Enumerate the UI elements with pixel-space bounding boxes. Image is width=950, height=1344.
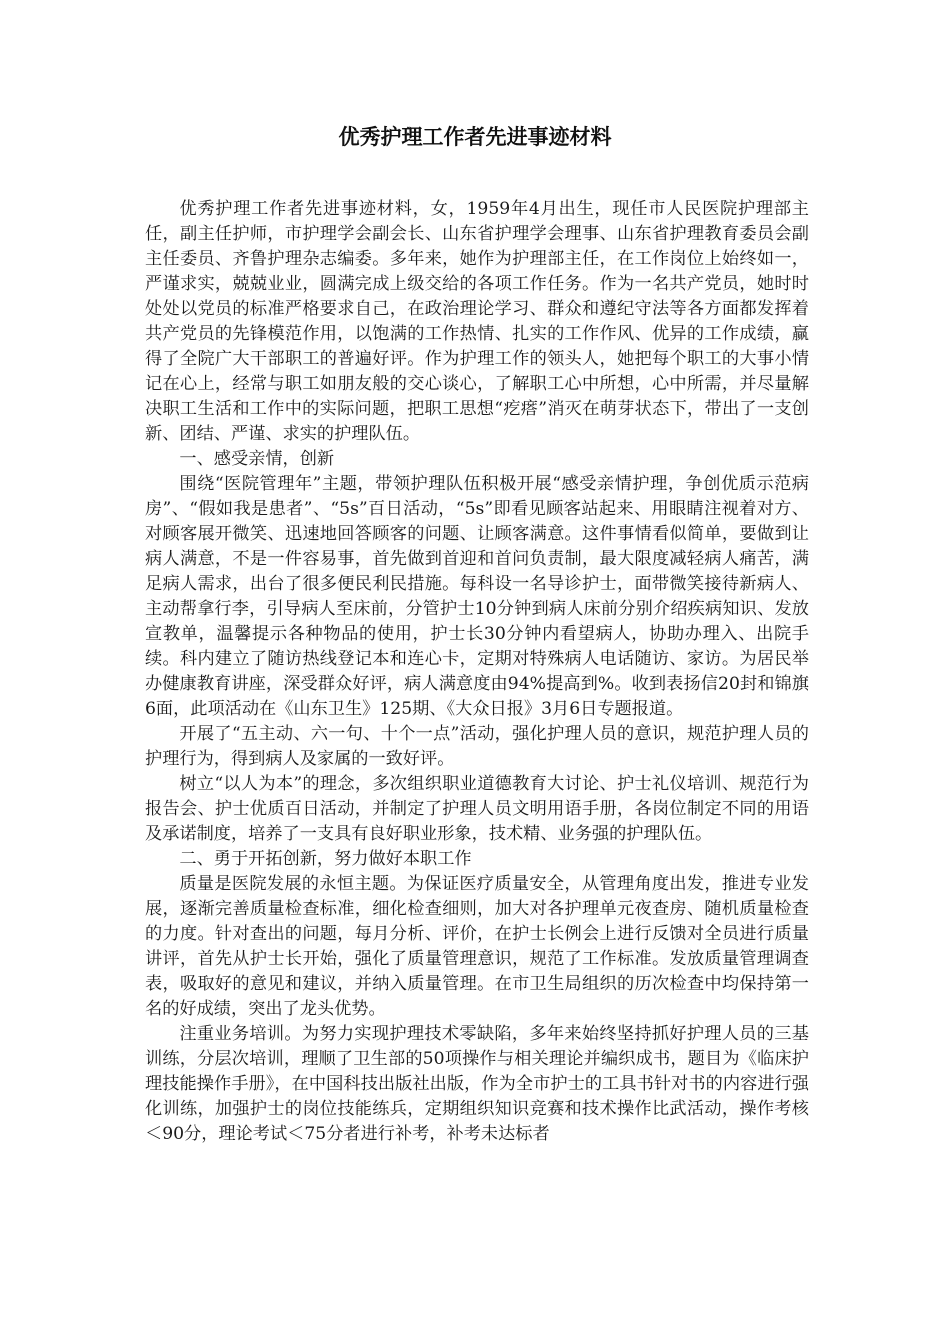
- paragraph-1-2: 开展了“五主动、六一句、十个一点”活动，强化护理人员的意识，规范护理人员的护理行为，得到病人及家属的一致好评。: [145, 724, 809, 769]
- paragraph-intro: 优秀护理工作者先进事迹材料，女，1959年4月出生，现任市人民医院护理部主任，副主任护师，市护理学会副会长、山东省护理学会理事、山东省护理教育委员会副主任委员、齐鲁护理杂志编委。多年来，她作为护理部主任，在工作岗位上始终如一，严谨求实，兢兢业业，圆满完成上级交给的各项工作任务。作为一名共产党员，她时时处处以党员的标准严格要求自己，在政治理论学习、群众和遵纪守法等各方面都发挥着共产党员的先锋模范作用，以饱满的工作热情、扎实的工作作风、优异的工作成绩，赢得了全院广大干部职工的普遍好评。作为护理工作的领头人，她把每个职工的大事小情记在心上，经常与职工如朋友般的交心谈心，了解职工心中所想，心中所需，并尽量解决职工生活和工作中的实际问题，把职工思想“疙瘩”消灭在萌芽状态下，带出了一支创新、团结、严谨、求实的护理队伍。: [145, 199, 809, 444]
- document-title: 优秀护理工作者先进事迹材料: [338, 124, 612, 149]
- section-heading-2: 二、勇于开拓创新，努力做好本职工作: [179, 849, 472, 869]
- paragraph-1-3: 树立“以人为本”的理念，多次组织职业道德教育大讨论、护士礼仪培训、规范行为报告会、护士优质百日活动，并制定了护理人员文明用语手册，各岗位制定不同的用语及承诺制度，培养了一支具有良好职业形象，技术精、业务强的护理队伍。: [145, 774, 809, 844]
- paragraph-1-1: 围绕“医院管理年”主题，带领护理队伍积极开展“感受亲情护理，争创优质示范病房”、“假如我是患者”、“5s”百日活动，“5s”即看见顾客站起来、用眼睛注视着对方、对顾客展开微笑、迅速地回答顾客的问题、让顾客满意。这件事情看似简单，要做到让病人满意，不是一件容易事，首先做到首迎和首问负责制，最大限度减轻病人痛苦，满足病人需求，出台了很多便民利民措施。每科设一名导诊护士，面带微笑接待新病人、主动帮拿行李，引导病人至床前，分管护士10分钟到病人床前分别介绍疾病知识、发放宣教单，温馨提示各种物品的使用，护士长30分钟内看望病人，协助办理入、出院手续。科内建立了随访热线登记本和连心卡，定期对特殊病人电话随访、家访。为居民举办健康教育讲座，深受群众好评，病人满意度由94%提高到%。收到表扬信20封和锦旗6面，此项活动在《山东卫生》125期、《大众日报》3月6日专题报道。: [145, 474, 809, 719]
- paragraph-2-1: 质量是医院发展的永恒主题。为保证医疗质量安全，从管理角度出发，推进专业发展，逐渐完善质量检查标准，细化检查细则，加大对各护理单元夜查房、随机质量检查的力度。针对查出的问题，每月分析、评价，在护士长例会上进行反馈对全员进行质量讲评，首先从护士长开始，强化了质量管理意识，规范了工作标准。发放质量管理调查表，吸取好的意见和建议，并纳入质量管理。在市卫生局组织的历次检查中均保持第一名的好成绩，突出了龙头优势。: [145, 874, 809, 1019]
- document-body: [145, 197, 809, 1147]
- section-heading-1: 一、感受亲情，创新: [179, 449, 335, 469]
- paragraph-2-2: 注重业务培训。为努力实现护理技术零缺陷，多年来始终坚持抓好护理人员的三基训练，分层次培训，理顺了卫生部的50项操作与相关理论并编织成书，题目为《临床护理技能操作手册》，在中国科技出版社出版，作为全市护士的工具书针对书的内容进行强化训练，加强护士的岗位技能练兵，定期组织知识竞赛和技术操作比武活动，操作考核＜90分，理论考试＜75分者进行补考，补考未达标者: [145, 1024, 809, 1144]
